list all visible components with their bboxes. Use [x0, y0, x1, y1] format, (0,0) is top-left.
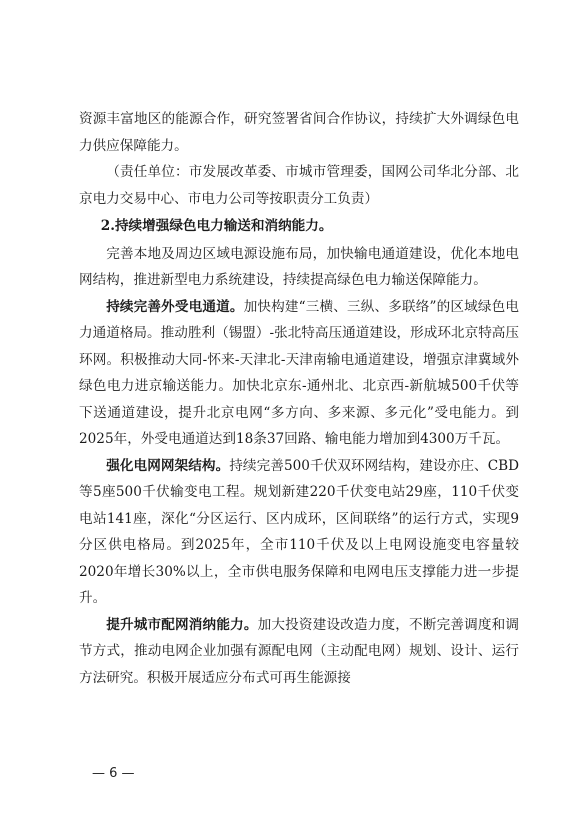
paragraph-distribution-network	[79, 612, 519, 692]
paragraph-external-channels	[79, 294, 519, 453]
document-body	[79, 106, 519, 691]
paragraph-lead: 提升城市配网消纳能力。	[106, 616, 258, 633]
section-heading: 2.持续增强绿色电力输送和消纳能力。	[100, 218, 333, 234]
paragraph-text: 加大投资建设改造力度，不断完善调度和调节方式，推动电网企业加强有源配电网（主动配电网）规划、设计、运行方法研究。积极开展适应分布式可再生能源接	[79, 616, 520, 686]
paragraph-text: 持续完善500千伏双环网结构，建设亦庄、CBD等5座500千伏输变电工程。规划新建220千伏变电站29座，110千伏变电站141座，深化“分区运行、区内成环，区间联络”的运行方式，实现9分区供电格局。到2025年，全市110千伏及以上电网设施变电容量较2020年增长30%以上，全市供电服务保障和电网电压支撑能力进一步提升。	[79, 457, 519, 606]
page-number: — 6 —	[92, 766, 135, 781]
paragraph-continuation: 资源丰富地区的能源合作，研究签署省间合作协议，持续扩大外调绿色电力供应保障能力。	[79, 111, 519, 154]
paragraph-lead: 持续完善外受电通道。	[106, 298, 244, 315]
paragraph-lead: 强化电网网架结构。	[106, 457, 230, 474]
paragraph-text: 加快构建“三横、三纵、多联络”的区域绿色电力通道格局。推动胜利（锡盟）-张北特高压通道建设，形成环北京特高压环网。积极推动大同-怀来-天津北-天津南输电通道建设，增强京津冀域外绿色电力进京输送能力。加快北京东-通州北、北京西-新航城500千伏等下送通道建设，提升北京电网“多方向、多来源、多元化”受电能力。到2025年，外受电通道达到18条37回路、输电能力增加到4300万千瓦。	[79, 298, 519, 447]
section-intro: 完善本地及周边区域电源设施布局，加快输电通道建设，优化本地电网结构，推进新型电力系统建设，持续提高绿色电力输送保障能力。	[79, 245, 519, 288]
responsibility-note: （责任单位：市发展改革委、市城市管理委，国网公司华北分部、北京电力交易中心、市电力公司等按职责分工负责）	[79, 164, 519, 207]
paragraph-grid-structure	[79, 453, 519, 612]
